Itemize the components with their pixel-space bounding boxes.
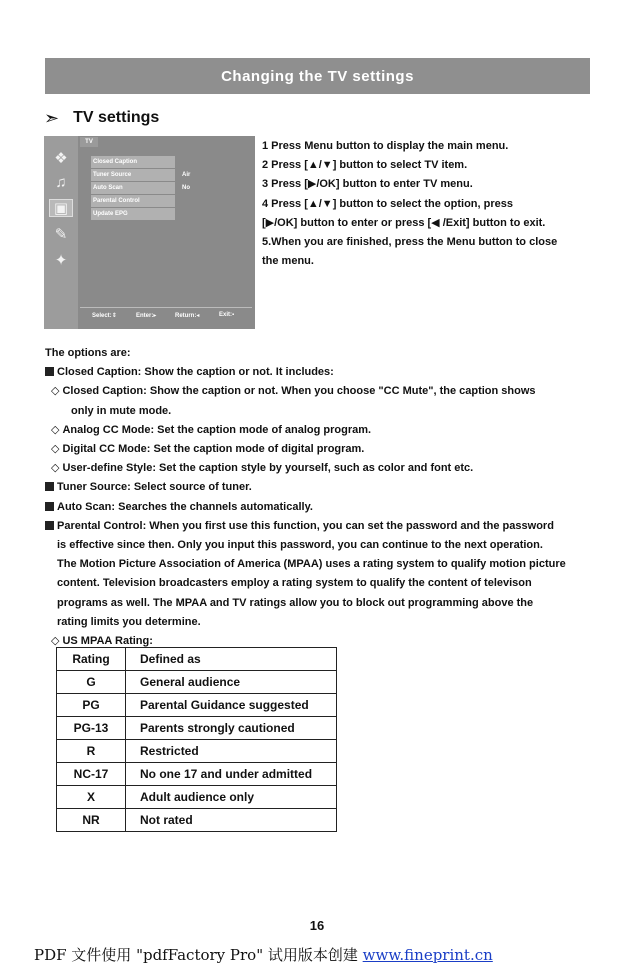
pdf-footer: [34, 944, 493, 965]
table-header-cell: Defined as: [126, 648, 337, 671]
tv-icon: ▣: [50, 200, 72, 216]
parental-text: The Motion Picture Association of America (MPAA) uses a rating system to qualify motion picture: [57, 558, 566, 571]
step-1: 1 Press Menu button to display the main menu.: [262, 140, 509, 152]
cc-item-cont: only in mute mode.: [71, 404, 172, 417]
diamond-bullet-icon: ◇: [51, 385, 60, 398]
step-5: 5.When you are finished, press the Menu button to close: [262, 236, 558, 249]
parental-text: content. Television broadcasters employ a rating system to qualify the content of televison: [57, 577, 532, 590]
picture-icon: ❖: [54, 150, 68, 167]
table-row: PG Parental Guidance suggested: [57, 694, 337, 717]
menu-item-parental-control: Parental Control: [91, 195, 175, 207]
step-5-cont: the menu.: [262, 255, 314, 268]
table-header-cell: Rating: [57, 648, 126, 671]
footer-select-label: Select:⇕: [92, 313, 117, 319]
closed-caption-option: Closed Caption: Show the caption or not. It includes:: [45, 363, 595, 382]
cc-item: ◇ User-define Style: Set the caption style by yourself, such as color and font etc.: [45, 459, 595, 478]
table-row: NC-17 No one 17 and under admitted: [57, 763, 337, 786]
table-row: NR Not rated: [57, 809, 337, 832]
footer-exit-label: Exit:▪: [219, 312, 235, 318]
options-description: [45, 344, 595, 651]
sound-icon: ♫: [55, 173, 67, 191]
ok-icon: ▸: [153, 313, 157, 319]
square-bullet-icon: [45, 367, 54, 376]
step-4: 4 Press [▲/▼] button to select the option, press: [262, 197, 513, 210]
square-bullet-icon: [45, 521, 54, 530]
arrow-right-icon: ➣: [44, 107, 60, 128]
step-2: 2 Press [▲/▼] button to select TV item.: [262, 159, 468, 172]
parental-control-option: Parental Control: When you first use this function, you can set the password and the password: [45, 517, 595, 536]
footer-text: PDF 文件使用 "pdfFactory Pro" 试用版本创建: [34, 946, 363, 964]
menu-item-closed-caption: Closed Caption: [91, 156, 175, 168]
rating-table: [56, 647, 337, 832]
diamond-bullet-icon: ◇: [51, 462, 60, 475]
table-row: R Restricted: [57, 740, 337, 763]
footer-return-label: Return:◂: [175, 313, 200, 319]
tv-menu-screenshot: [44, 136, 255, 329]
options-intro: The options are:: [45, 347, 131, 359]
cc-item: ◇ Analog CC Mode: Set the caption mode of analog program.: [45, 421, 595, 440]
menu-item-update-epg: Update EPG: [91, 208, 175, 220]
function-icon: ✦: [54, 252, 68, 269]
step-3: 3 Press [▶/OK] button to enter TV menu.: [262, 178, 473, 191]
table-header-row: [57, 648, 337, 671]
step-4-cont: [▶/OK] button to enter or press [◀ /Exit] button to exit.: [262, 216, 546, 229]
tv-tab: TV: [80, 137, 98, 147]
steps-list: [262, 137, 592, 271]
diamond-bullet-icon: ◇: [51, 423, 60, 436]
cc-item: ◇ Closed Caption: Show the caption or not. When you choose "CC Mute", the caption shows: [45, 382, 595, 401]
square-bullet-icon: [45, 502, 54, 511]
page-number: 16: [309, 918, 325, 933]
setup-icon: ✎: [54, 226, 68, 243]
menu-item-tuner-source: Tuner Source: [91, 169, 175, 181]
fineprint-link[interactable]: www.fineprint.cn: [362, 946, 493, 964]
us-mpaa-heading: ◇ US MPAA Rating:: [45, 632, 595, 651]
footer-enter-label: Enter:▸: [136, 313, 157, 319]
diamond-bullet-icon: ◇: [51, 443, 60, 456]
section-heading: [44, 106, 159, 130]
square-bullet-icon: [45, 482, 54, 491]
table-row: X Adult audience only: [57, 786, 337, 809]
parental-text: programs as well. The MPAA and TV ratings allow you to block out programming above the: [57, 596, 534, 609]
up-down-icon: ⇕: [111, 313, 117, 319]
auto-scan-value: No: [182, 185, 190, 191]
return-icon: ◂: [196, 313, 200, 319]
tuner-source-value: Air: [182, 172, 191, 178]
section-title-text: TV settings: [73, 109, 160, 126]
auto-scan-option: Auto Scan: Searches the channels automatically.: [45, 498, 595, 517]
menu-item-auto-scan: Auto Scan: [91, 182, 175, 194]
cc-item: ◇ Digital CC Mode: Set the caption mode of digital program.: [45, 440, 595, 459]
section-banner: Changing the TV settings: [45, 58, 590, 94]
parental-text: rating limits you determine.: [57, 615, 201, 628]
footer-divider: [80, 307, 252, 308]
table-row: PG-13 Parents strongly cautioned: [57, 717, 337, 740]
menu-icon: ▪: [232, 312, 235, 318]
parental-text: is effective since then. Only you input this password, you can continue to the next operation.: [57, 539, 543, 552]
table-row: G General audience: [57, 671, 337, 694]
tv-menu-list: [91, 156, 175, 221]
tuner-source-option: Tuner Source: Select source of tuner.: [45, 478, 595, 497]
diamond-bullet-icon: ◇: [51, 635, 60, 648]
